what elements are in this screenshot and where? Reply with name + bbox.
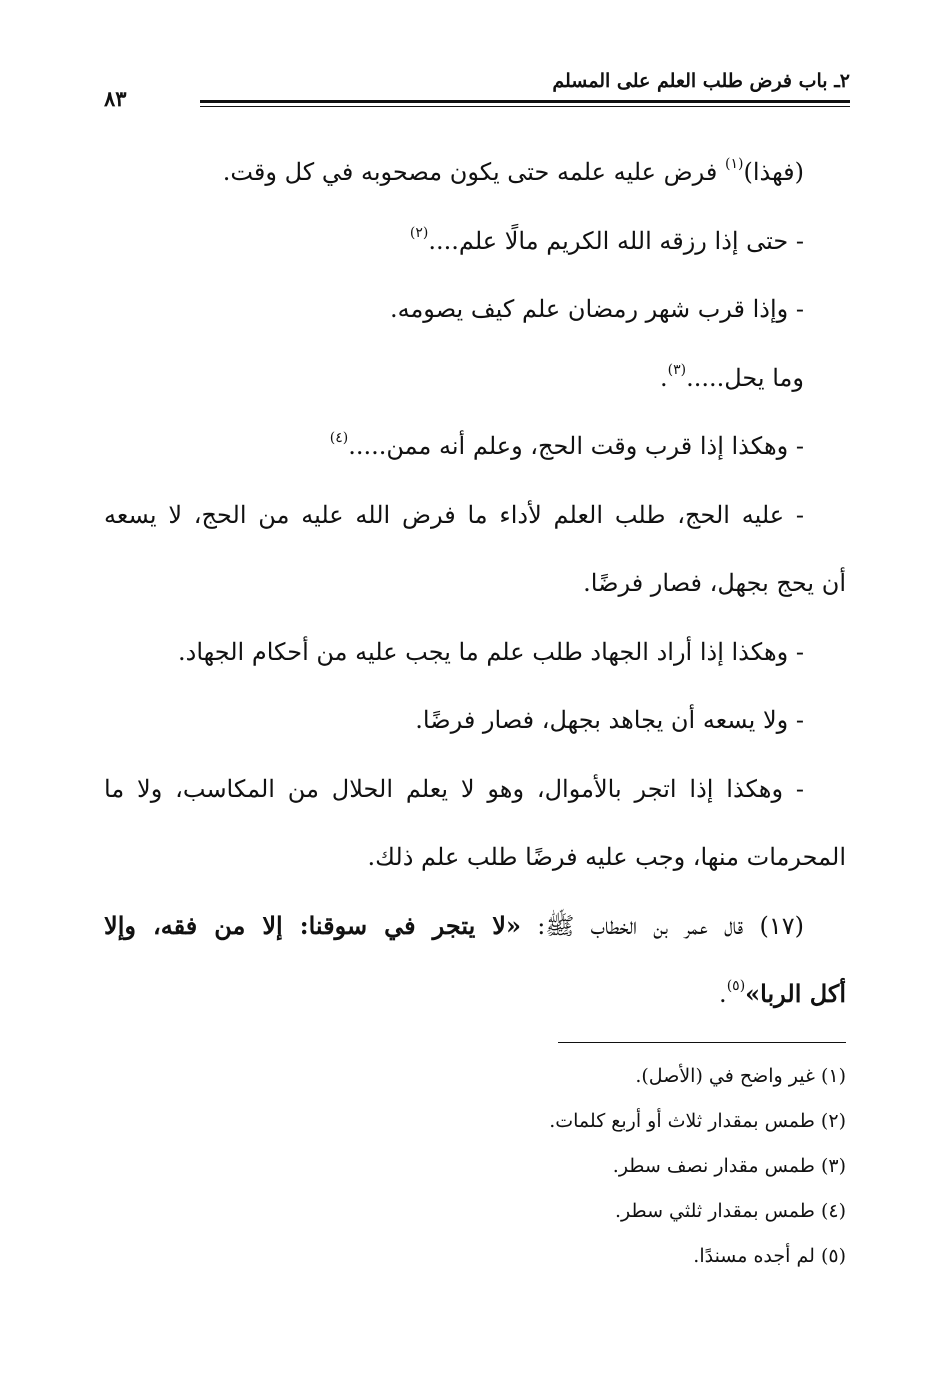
footnote-item: (٢) طمس بمقدار ثلاث أو أربع كلمات. — [549, 1110, 846, 1132]
text-line — [104, 138, 846, 207]
footnote-ref[interactable]: (١) — [725, 156, 744, 172]
page-number: ٨٣ — [100, 86, 131, 111]
text-line — [104, 686, 846, 755]
footnote-ref[interactable]: (٤) — [329, 430, 349, 446]
footnote-item: (٥) لم أجده مسندًا. — [693, 1245, 846, 1267]
text-segment: المحرمات منها، وجب عليه فرضًا طلب علم ذلك. — [367, 843, 846, 871]
footnote-item: (٣) طمس مقدار نصف سطر. — [612, 1155, 846, 1177]
text-line — [104, 207, 846, 276]
main-text — [104, 138, 846, 1029]
text-segment: أن يحج بجهل، فصار فرضًا. — [583, 569, 846, 597]
text-line — [104, 823, 846, 892]
text-segment: . — [719, 980, 727, 1008]
footnote-ref[interactable]: (٥) — [726, 978, 746, 994]
text-segment: - عليه الحج، طلب العلم لأداء ما فرض الله عليه من الحج، لا يسعه — [104, 500, 804, 529]
text-segment: - وهكذا إذا اتجر بالأموال، وهو لا يعلم الحلال من المكاسب، ولا ما — [104, 774, 804, 803]
footnote-ref[interactable]: (٣) — [667, 361, 687, 378]
text-segment: - وهكذا إذا أراد الجهاد طلب علم ما يجب عليه من أحكام الجهاد. — [178, 637, 804, 666]
text-segment: (١٧) قال عمر بن الخطاب ﷺ: — [521, 911, 804, 940]
quote-segment: «لا يتجر في سوقنا: إلا من فقه، وإلا — [104, 910, 521, 940]
text-line — [104, 481, 846, 550]
text-segment: فرض عليه علمه حتى يكون مصحوبه في كل وقت. — [222, 158, 725, 186]
text-segment: - وإذا قرب شهر رمضان علم كيف يصومه. — [389, 295, 804, 323]
text-segment: (فهذا) — [743, 158, 804, 186]
text-segment: وما يحل..... — [686, 363, 804, 392]
text-line — [104, 412, 846, 481]
page-header — [100, 60, 850, 120]
header-rule-thin — [200, 106, 850, 107]
text-line — [104, 892, 846, 961]
text-line — [104, 755, 846, 824]
text-line — [104, 960, 846, 1029]
text-segment: - وهكذا إذا قرب وقت الحج، وعلم أنه ممن..... — [348, 432, 804, 460]
header-rule-thick — [200, 100, 850, 103]
text-line — [104, 618, 846, 687]
text-line — [104, 275, 846, 344]
running-title: ٢ـ باب فرض طلب العلم على المسلم — [552, 70, 850, 92]
text-segment: - حتى إذا رزقه الله الكريم مالًا علم.... — [428, 226, 804, 255]
footnote-ref[interactable]: (٢) — [409, 224, 429, 241]
text-line — [104, 344, 846, 413]
footnotes — [246, 1054, 846, 1279]
text-segment: - ولا يسعه أن يجاهد بجهل، فصار فرضًا. — [415, 706, 804, 734]
text-line — [104, 549, 846, 618]
footnote-separator — [558, 1042, 846, 1043]
footnote-item: (٤) طمس بمقدار ثلثي سطر. — [614, 1200, 846, 1222]
footnote-item: (١) غير واضح في (الأصل). — [635, 1065, 846, 1087]
quote-segment: أكل الربا» — [745, 979, 846, 1008]
text-segment: . — [660, 363, 668, 392]
